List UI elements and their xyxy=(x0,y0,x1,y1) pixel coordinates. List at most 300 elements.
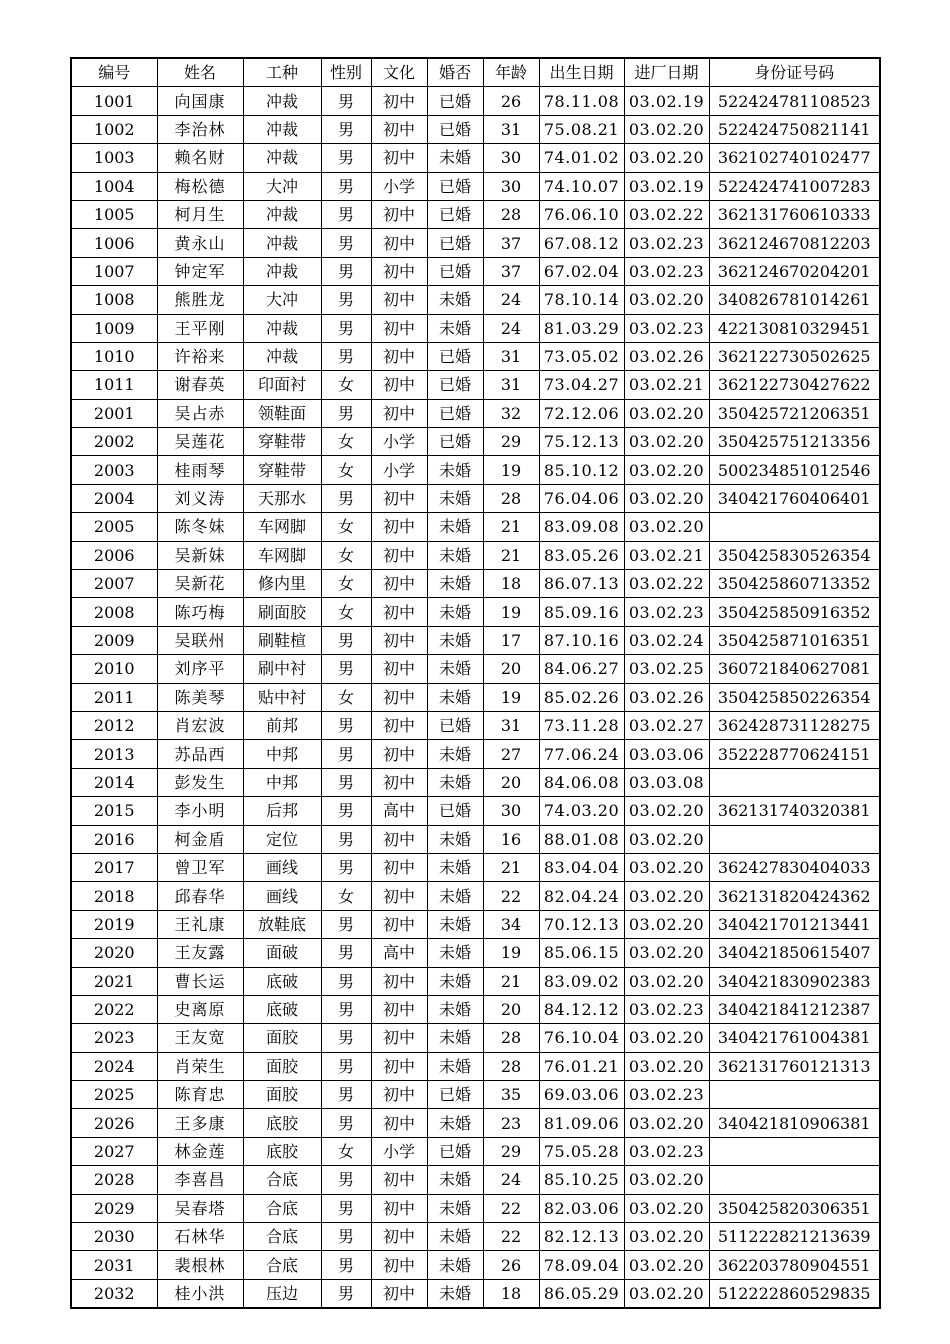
table-row xyxy=(71,399,880,427)
cell-employee-id: 2019 xyxy=(71,910,157,938)
cell-name: 邱春华 xyxy=(157,882,243,910)
cell-name: 苏品西 xyxy=(157,740,243,768)
cell-employee-id: 1009 xyxy=(71,314,157,342)
cell-birth-date: 75.12.13 xyxy=(539,428,624,456)
cell-birth-date: 84.06.27 xyxy=(539,655,624,683)
cell-education: 初中 xyxy=(371,1223,427,1251)
cell-employee-id: 1006 xyxy=(71,229,157,257)
cell-employee-id: 2028 xyxy=(71,1166,157,1194)
cell-age: 37 xyxy=(483,257,539,285)
cell-id-card-number: 362131820424362 xyxy=(709,882,880,910)
table-row xyxy=(71,1081,880,1109)
cell-employee-id: 2003 xyxy=(71,456,157,484)
cell-birth-date: 74.10.07 xyxy=(539,172,624,200)
cell-birth-date: 76.01.21 xyxy=(539,1052,624,1080)
cell-job-type: 放鞋底 xyxy=(243,910,321,938)
cell-join-date: 03.02.20 xyxy=(624,456,709,484)
cell-marital-status: 已婚 xyxy=(427,399,483,427)
cell-id-card-number: 350425820306351 xyxy=(709,1194,880,1222)
cell-age: 31 xyxy=(483,371,539,399)
cell-age: 29 xyxy=(483,1137,539,1165)
cell-age: 21 xyxy=(483,541,539,569)
cell-join-date: 03.02.23 xyxy=(624,1137,709,1165)
cell-employee-id: 1003 xyxy=(71,144,157,172)
cell-employee-id: 1001 xyxy=(71,87,157,115)
cell-marital-status: 未婚 xyxy=(427,456,483,484)
cell-marital-status: 未婚 xyxy=(427,1251,483,1279)
cell-age: 21 xyxy=(483,513,539,541)
cell-gender: 男 xyxy=(321,1052,371,1080)
cell-name: 许裕来 xyxy=(157,342,243,370)
cell-job-type: 定位 xyxy=(243,825,321,853)
table-row xyxy=(71,371,880,399)
cell-marital-status: 已婚 xyxy=(427,342,483,370)
cell-education: 初中 xyxy=(371,910,427,938)
cell-gender: 男 xyxy=(321,1024,371,1052)
table-row xyxy=(71,853,880,881)
cell-id-card-number: 350425860713352 xyxy=(709,570,880,598)
cell-age: 29 xyxy=(483,428,539,456)
cell-age: 19 xyxy=(483,456,539,484)
cell-id-card-number: 350425850916352 xyxy=(709,598,880,626)
cell-join-date: 03.02.23 xyxy=(624,1081,709,1109)
cell-education: 高中 xyxy=(371,939,427,967)
cell-age: 24 xyxy=(483,286,539,314)
cell-id-card-number: 522424741007283 xyxy=(709,172,880,200)
cell-birth-date: 82.03.06 xyxy=(539,1194,624,1222)
cell-education: 初中 xyxy=(371,314,427,342)
cell-employee-id: 2031 xyxy=(71,1251,157,1279)
cell-name: 桂雨琴 xyxy=(157,456,243,484)
column-header-employee-id: 编号 xyxy=(71,58,157,87)
cell-age: 28 xyxy=(483,1052,539,1080)
cell-name: 林金莲 xyxy=(157,1137,243,1165)
cell-name: 柯金盾 xyxy=(157,825,243,853)
cell-age: 20 xyxy=(483,995,539,1023)
cell-age: 30 xyxy=(483,797,539,825)
cell-marital-status: 未婚 xyxy=(427,626,483,654)
cell-name: 谢春英 xyxy=(157,371,243,399)
cell-education: 初中 xyxy=(371,1251,427,1279)
table-row xyxy=(71,1251,880,1279)
cell-name: 刘序平 xyxy=(157,655,243,683)
cell-name: 肖荣生 xyxy=(157,1052,243,1080)
cell-join-date: 03.02.20 xyxy=(624,399,709,427)
cell-name: 曹长运 xyxy=(157,967,243,995)
cell-marital-status: 已婚 xyxy=(427,428,483,456)
cell-age: 18 xyxy=(483,1279,539,1308)
cell-id-card-number: 362122730502625 xyxy=(709,342,880,370)
cell-employee-id: 2029 xyxy=(71,1194,157,1222)
cell-marital-status: 未婚 xyxy=(427,1052,483,1080)
cell-id-card-number: 511222821213639 xyxy=(709,1223,880,1251)
cell-id-card-number: 362122730427622 xyxy=(709,371,880,399)
cell-job-type: 面胶 xyxy=(243,1081,321,1109)
cell-education: 初中 xyxy=(371,484,427,512)
cell-birth-date: 69.03.06 xyxy=(539,1081,624,1109)
cell-marital-status: 已婚 xyxy=(427,257,483,285)
cell-job-type: 冲裁 xyxy=(243,257,321,285)
cell-marital-status: 未婚 xyxy=(427,541,483,569)
cell-name: 王平刚 xyxy=(157,314,243,342)
cell-job-type: 合底 xyxy=(243,1166,321,1194)
cell-join-date: 03.02.20 xyxy=(624,1251,709,1279)
cell-employee-id: 2021 xyxy=(71,967,157,995)
cell-gender: 女 xyxy=(321,428,371,456)
cell-name: 裴根林 xyxy=(157,1251,243,1279)
cell-join-date: 03.02.24 xyxy=(624,626,709,654)
cell-gender: 男 xyxy=(321,1279,371,1308)
cell-marital-status: 已婚 xyxy=(427,371,483,399)
cell-education: 小学 xyxy=(371,172,427,200)
cell-education: 初中 xyxy=(371,1279,427,1308)
cell-name: 李小明 xyxy=(157,797,243,825)
table-row xyxy=(71,995,880,1023)
cell-marital-status: 已婚 xyxy=(427,200,483,228)
cell-id-card-number: 362203780904551 xyxy=(709,1251,880,1279)
table-row xyxy=(71,626,880,654)
cell-join-date: 03.02.20 xyxy=(624,825,709,853)
column-header-join-date: 进厂日期 xyxy=(624,58,709,87)
cell-join-date: 03.02.25 xyxy=(624,655,709,683)
cell-employee-id: 1004 xyxy=(71,172,157,200)
cell-join-date: 03.02.20 xyxy=(624,144,709,172)
cell-marital-status: 未婚 xyxy=(427,939,483,967)
table-row xyxy=(71,286,880,314)
cell-marital-status: 未婚 xyxy=(427,1109,483,1137)
cell-gender: 男 xyxy=(321,172,371,200)
cell-marital-status: 已婚 xyxy=(427,229,483,257)
table-row xyxy=(71,797,880,825)
cell-age: 18 xyxy=(483,570,539,598)
cell-job-type: 面破 xyxy=(243,939,321,967)
cell-id-card-number: 522424781108523 xyxy=(709,87,880,115)
cell-gender: 女 xyxy=(321,513,371,541)
cell-birth-date: 85.06.15 xyxy=(539,939,624,967)
cell-id-card-number: 362427830404033 xyxy=(709,853,880,881)
cell-marital-status: 未婚 xyxy=(427,882,483,910)
cell-age: 28 xyxy=(483,200,539,228)
cell-gender: 男 xyxy=(321,399,371,427)
cell-age: 24 xyxy=(483,314,539,342)
cell-job-type: 合底 xyxy=(243,1251,321,1279)
cell-id-card-number: 362124670204201 xyxy=(709,257,880,285)
cell-job-type: 刷中衬 xyxy=(243,655,321,683)
cell-join-date: 03.02.20 xyxy=(624,853,709,881)
cell-name: 吴联州 xyxy=(157,626,243,654)
cell-birth-date: 75.08.21 xyxy=(539,115,624,143)
cell-gender: 女 xyxy=(321,371,371,399)
cell-job-type: 印面衬 xyxy=(243,371,321,399)
table-row xyxy=(71,115,880,143)
cell-age: 21 xyxy=(483,853,539,881)
cell-id-card-number: 340421830902383 xyxy=(709,967,880,995)
cell-employee-id: 2020 xyxy=(71,939,157,967)
cell-age: 23 xyxy=(483,1109,539,1137)
cell-join-date: 03.02.23 xyxy=(624,598,709,626)
cell-employee-id: 2004 xyxy=(71,484,157,512)
cell-education: 初中 xyxy=(371,598,427,626)
cell-job-type: 车网脚 xyxy=(243,541,321,569)
cell-gender: 男 xyxy=(321,797,371,825)
cell-birth-date: 81.03.29 xyxy=(539,314,624,342)
cell-employee-id: 2009 xyxy=(71,626,157,654)
cell-id-card-number: 500234851012546 xyxy=(709,456,880,484)
cell-id-card-number: 350425830526354 xyxy=(709,541,880,569)
cell-join-date: 03.02.23 xyxy=(624,995,709,1023)
cell-employee-id: 2012 xyxy=(71,711,157,739)
cell-education: 初中 xyxy=(371,1194,427,1222)
cell-marital-status: 已婚 xyxy=(427,1137,483,1165)
cell-name: 钟定军 xyxy=(157,257,243,285)
cell-education: 初中 xyxy=(371,286,427,314)
cell-education: 初中 xyxy=(371,342,427,370)
cell-job-type: 底破 xyxy=(243,995,321,1023)
cell-employee-id: 2017 xyxy=(71,853,157,881)
cell-employee-id: 2011 xyxy=(71,683,157,711)
table-row xyxy=(71,1137,880,1165)
cell-marital-status: 未婚 xyxy=(427,484,483,512)
cell-birth-date: 78.09.04 xyxy=(539,1251,624,1279)
cell-id-card-number: 362131760610333 xyxy=(709,200,880,228)
cell-name: 黄永山 xyxy=(157,229,243,257)
cell-employee-id: 1007 xyxy=(71,257,157,285)
cell-marital-status: 已婚 xyxy=(427,115,483,143)
column-header-age: 年龄 xyxy=(483,58,539,87)
cell-birth-date: 74.03.20 xyxy=(539,797,624,825)
cell-employee-id: 2027 xyxy=(71,1137,157,1165)
table-row xyxy=(71,342,880,370)
cell-gender: 男 xyxy=(321,1109,371,1137)
cell-job-type: 冲裁 xyxy=(243,200,321,228)
cell-job-type: 画线 xyxy=(243,882,321,910)
cell-education: 高中 xyxy=(371,797,427,825)
cell-name: 王礼康 xyxy=(157,910,243,938)
cell-name: 赖名财 xyxy=(157,144,243,172)
cell-education: 初中 xyxy=(371,967,427,995)
cell-id-card-number: 340421701213441 xyxy=(709,910,880,938)
cell-job-type: 穿鞋带 xyxy=(243,456,321,484)
cell-employee-id: 1011 xyxy=(71,371,157,399)
cell-marital-status: 未婚 xyxy=(427,144,483,172)
cell-id-card-number: 362124670812203 xyxy=(709,229,880,257)
table-row xyxy=(71,1166,880,1194)
cell-age: 37 xyxy=(483,229,539,257)
cell-name: 李治林 xyxy=(157,115,243,143)
table-row xyxy=(71,428,880,456)
cell-job-type: 贴中衬 xyxy=(243,683,321,711)
cell-birth-date: 83.09.08 xyxy=(539,513,624,541)
cell-job-type: 大冲 xyxy=(243,286,321,314)
table-row xyxy=(71,683,880,711)
cell-gender: 男 xyxy=(321,825,371,853)
cell-age: 34 xyxy=(483,910,539,938)
cell-id-card-number xyxy=(709,825,880,853)
cell-job-type: 刷鞋楦 xyxy=(243,626,321,654)
cell-join-date: 03.02.20 xyxy=(624,286,709,314)
cell-age: 22 xyxy=(483,1194,539,1222)
cell-id-card-number xyxy=(709,1081,880,1109)
cell-job-type: 天那水 xyxy=(243,484,321,512)
cell-join-date: 03.02.20 xyxy=(624,484,709,512)
cell-join-date: 03.03.08 xyxy=(624,768,709,796)
cell-gender: 男 xyxy=(321,87,371,115)
cell-gender: 女 xyxy=(321,456,371,484)
cell-id-card-number xyxy=(709,513,880,541)
cell-job-type: 底破 xyxy=(243,967,321,995)
cell-employee-id: 2015 xyxy=(71,797,157,825)
cell-marital-status: 未婚 xyxy=(427,1194,483,1222)
cell-name: 陈美琴 xyxy=(157,683,243,711)
cell-birth-date: 83.04.04 xyxy=(539,853,624,881)
cell-age: 31 xyxy=(483,711,539,739)
cell-job-type: 合底 xyxy=(243,1194,321,1222)
cell-job-type: 领鞋面 xyxy=(243,399,321,427)
cell-marital-status: 未婚 xyxy=(427,655,483,683)
cell-join-date: 03.02.20 xyxy=(624,115,709,143)
cell-job-type: 面胶 xyxy=(243,1024,321,1052)
cell-gender: 男 xyxy=(321,626,371,654)
cell-id-card-number: 362428731128275 xyxy=(709,711,880,739)
table-row xyxy=(71,257,880,285)
table-row xyxy=(71,456,880,484)
cell-education: 初中 xyxy=(371,541,427,569)
cell-marital-status: 未婚 xyxy=(427,1166,483,1194)
cell-join-date: 03.02.19 xyxy=(624,172,709,200)
cell-employee-id: 2016 xyxy=(71,825,157,853)
cell-employee-id: 1005 xyxy=(71,200,157,228)
cell-join-date: 03.02.20 xyxy=(624,882,709,910)
cell-age: 17 xyxy=(483,626,539,654)
cell-gender: 女 xyxy=(321,882,371,910)
cell-name: 陈育忠 xyxy=(157,1081,243,1109)
cell-birth-date: 67.02.04 xyxy=(539,257,624,285)
cell-gender: 男 xyxy=(321,711,371,739)
cell-name: 陈冬妹 xyxy=(157,513,243,541)
cell-name: 柯月生 xyxy=(157,200,243,228)
cell-education: 初中 xyxy=(371,853,427,881)
column-header-birth-date: 出生日期 xyxy=(539,58,624,87)
table-row xyxy=(71,484,880,512)
cell-id-card-number: 422130810329451 xyxy=(709,314,880,342)
cell-job-type: 修内里 xyxy=(243,570,321,598)
cell-name: 史离原 xyxy=(157,995,243,1023)
cell-birth-date: 85.09.16 xyxy=(539,598,624,626)
cell-marital-status: 已婚 xyxy=(427,87,483,115)
table-row xyxy=(71,1279,880,1308)
cell-marital-status: 已婚 xyxy=(427,1081,483,1109)
cell-id-card-number: 360721840627081 xyxy=(709,655,880,683)
cell-age: 20 xyxy=(483,768,539,796)
cell-birth-date: 83.05.26 xyxy=(539,541,624,569)
cell-birth-date: 86.05.29 xyxy=(539,1279,624,1308)
cell-job-type: 压边 xyxy=(243,1279,321,1308)
cell-marital-status: 未婚 xyxy=(427,513,483,541)
cell-gender: 女 xyxy=(321,683,371,711)
table-row xyxy=(71,711,880,739)
table-row xyxy=(71,1109,880,1137)
cell-marital-status: 未婚 xyxy=(427,853,483,881)
cell-age: 19 xyxy=(483,683,539,711)
cell-id-card-number: 522424750821141 xyxy=(709,115,880,143)
cell-marital-status: 未婚 xyxy=(427,910,483,938)
cell-gender: 男 xyxy=(321,768,371,796)
cell-gender: 男 xyxy=(321,853,371,881)
cell-birth-date: 73.11.28 xyxy=(539,711,624,739)
cell-age: 28 xyxy=(483,484,539,512)
cell-employee-id: 2007 xyxy=(71,570,157,598)
cell-gender: 男 xyxy=(321,257,371,285)
cell-id-card-number: 362131760121313 xyxy=(709,1052,880,1080)
cell-id-card-number xyxy=(709,768,880,796)
cell-birth-date: 81.09.06 xyxy=(539,1109,624,1137)
cell-id-card-number: 362131740320381 xyxy=(709,797,880,825)
cell-education: 初中 xyxy=(371,87,427,115)
cell-job-type: 冲裁 xyxy=(243,115,321,143)
cell-marital-status: 已婚 xyxy=(427,797,483,825)
cell-age: 26 xyxy=(483,1251,539,1279)
cell-join-date: 03.02.20 xyxy=(624,967,709,995)
cell-employee-id: 2001 xyxy=(71,399,157,427)
cell-age: 27 xyxy=(483,740,539,768)
table-row xyxy=(71,967,880,995)
cell-age: 16 xyxy=(483,825,539,853)
cell-education: 初中 xyxy=(371,1109,427,1137)
table-row xyxy=(71,740,880,768)
cell-gender: 男 xyxy=(321,1081,371,1109)
cell-gender: 男 xyxy=(321,939,371,967)
cell-gender: 男 xyxy=(321,200,371,228)
cell-birth-date: 76.10.04 xyxy=(539,1024,624,1052)
cell-join-date: 03.02.20 xyxy=(624,1223,709,1251)
cell-age: 26 xyxy=(483,87,539,115)
cell-marital-status: 未婚 xyxy=(427,740,483,768)
cell-join-date: 03.02.23 xyxy=(624,257,709,285)
cell-birth-date: 85.02.26 xyxy=(539,683,624,711)
cell-gender: 男 xyxy=(321,740,371,768)
table-row xyxy=(71,570,880,598)
cell-age: 20 xyxy=(483,655,539,683)
cell-join-date: 03.02.20 xyxy=(624,1166,709,1194)
cell-job-type: 冲裁 xyxy=(243,87,321,115)
cell-age: 28 xyxy=(483,1024,539,1052)
cell-gender: 女 xyxy=(321,570,371,598)
table-row xyxy=(71,1052,880,1080)
cell-name: 李喜昌 xyxy=(157,1166,243,1194)
cell-id-card-number: 350425751213356 xyxy=(709,428,880,456)
table-row xyxy=(71,144,880,172)
table-row xyxy=(71,882,880,910)
cell-education: 初中 xyxy=(371,1024,427,1052)
cell-id-card-number: 350425871016351 xyxy=(709,626,880,654)
column-header-gender: 性别 xyxy=(321,58,371,87)
cell-education: 小学 xyxy=(371,1137,427,1165)
cell-gender: 女 xyxy=(321,1137,371,1165)
cell-birth-date: 84.06.08 xyxy=(539,768,624,796)
cell-employee-id: 2032 xyxy=(71,1279,157,1308)
table-row xyxy=(71,768,880,796)
cell-name: 王多康 xyxy=(157,1109,243,1137)
cell-birth-date: 74.01.02 xyxy=(539,144,624,172)
table-row xyxy=(71,910,880,938)
cell-name: 吴新花 xyxy=(157,570,243,598)
cell-name: 曾卫军 xyxy=(157,853,243,881)
cell-education: 小学 xyxy=(371,428,427,456)
cell-education: 初中 xyxy=(371,257,427,285)
table-header xyxy=(71,58,880,87)
cell-education: 初中 xyxy=(371,229,427,257)
cell-gender: 男 xyxy=(321,1194,371,1222)
